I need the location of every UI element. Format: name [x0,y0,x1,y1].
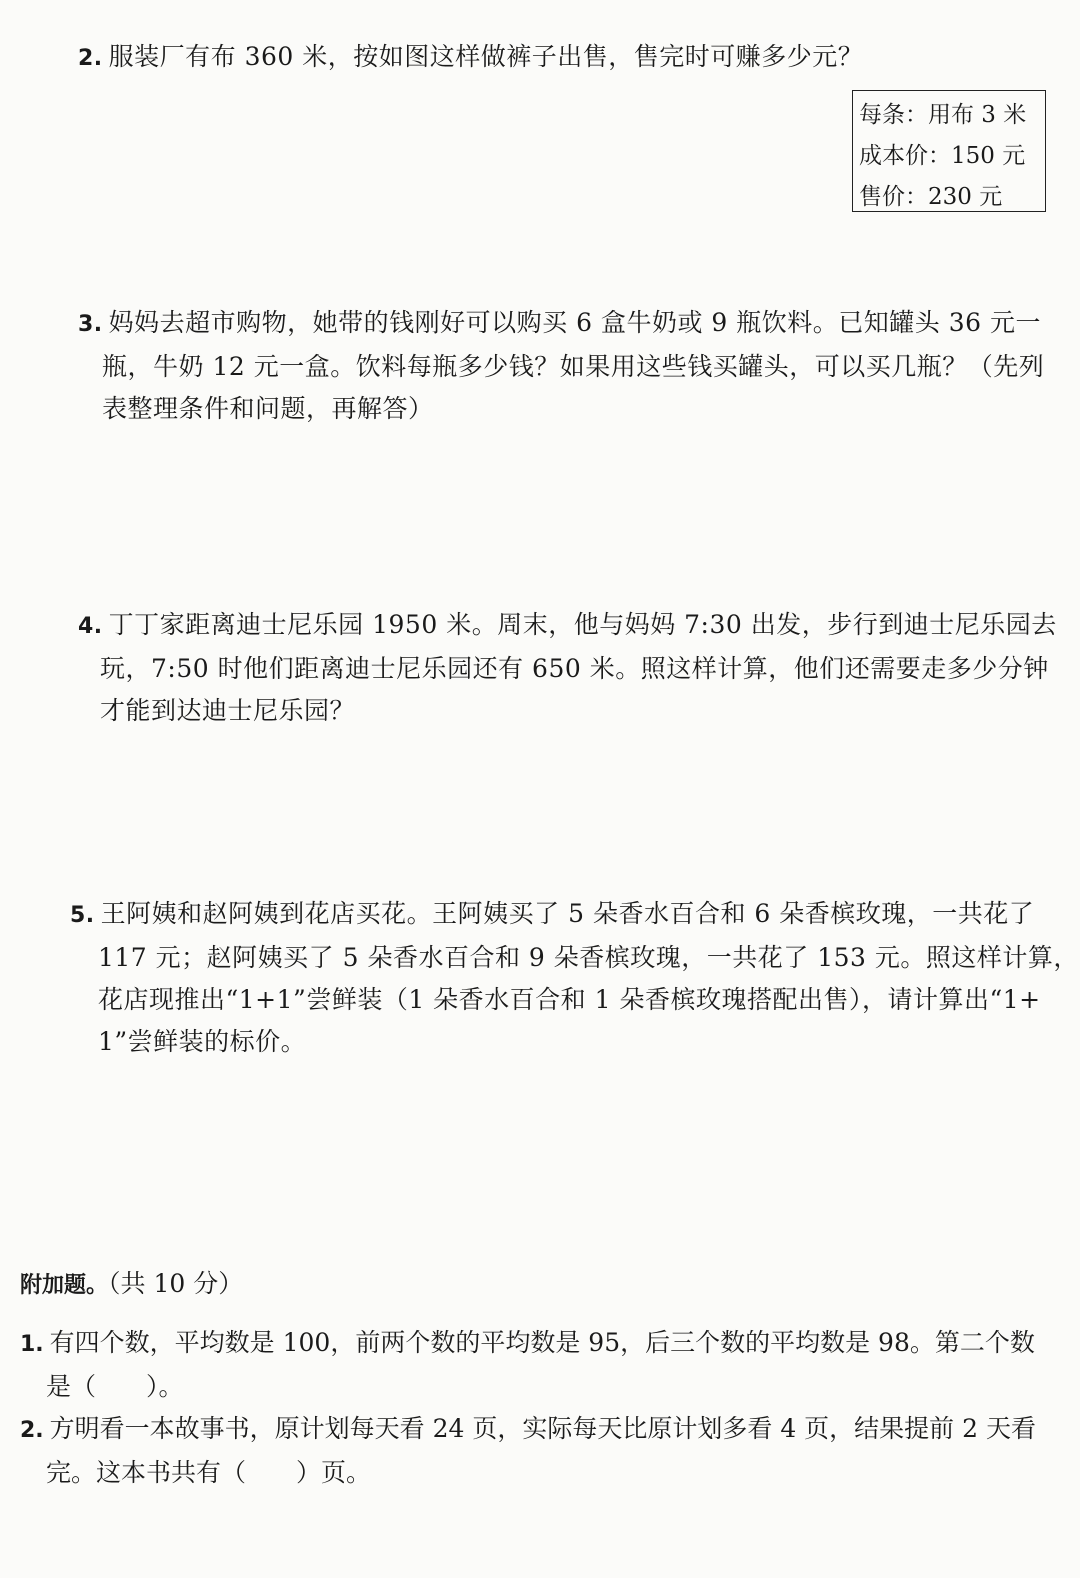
bonus-question-2 [20,1408,1036,1494]
problem-line: 玩，7:50 时他们距离迪士尼乐园还有 650 米。照这样计算，他们还需要走多少分钟 [100,654,1049,683]
info-row-cost: 成本价：150 元 [859,143,1026,169]
problem-text: 王阿姨和赵阿姨到花店买花。王阿姨买了 5 朵香水百合和 6 朵香槟玫瑰，一共花了 [100,899,1035,928]
problem-number: 2. [20,1418,44,1443]
problem-line: 117 元；赵阿姨买了 5 朵香水百合和 9 朵香槟玫瑰，一共花了 153 元。照这样计算， [98,943,1079,972]
problem-line: 花店现推出“1+1”尝鲜装（1 朵香水百合和 1 朵香槟玫瑰搭配出售），请计算出“1+ [98,985,1041,1014]
problem-number: 3. [78,312,103,337]
problem-text: 方明看一本故事书，原计划每天看 24 页，实际每天比原计划多看 4 页，结果提前 2 天看 [49,1414,1036,1443]
problem-number: 1. [20,1332,44,1357]
problem-line: 才能到达迪士尼乐园？ [100,696,356,725]
bonus-question-1 [20,1322,1035,1408]
problem-line: 是（ ）。 [46,1372,184,1401]
problem-line: 1”尝鲜装的标价。 [98,1027,307,1056]
problem-4 [78,604,1057,732]
problem-text: 妈妈去超市购物，她带的钱刚好可以购买 6 盒牛奶或 9 瓶饮料。已知罐头 36 元一 [108,308,1041,337]
problem-text: 服装厂有布 360 米，按如图这样做裤子出售，售完时可赚多少元？ [108,42,864,71]
problem-line [20,1408,1036,1452]
bonus-section-title [20,1264,243,1306]
problem-line [70,893,1079,937]
pants-info-box [852,90,1046,212]
problem-2 [78,36,863,80]
problem-line: 瓶，牛奶 12 元一盒。饮料每瓶多少钱？如果用这些钱买罐头，可以买几瓶？（先列 [102,352,1045,381]
problem-line [78,36,863,80]
problem-line: 完。这本书共有（ ）页。 [46,1458,372,1487]
problem-line: 表整理条件和问题，再解答） [102,394,434,423]
problem-number: 4. [78,614,103,639]
info-row-fabric: 每条：用布 3 米 [859,102,1027,128]
problem-5 [70,893,1079,1063]
problem-line [78,302,1044,346]
problem-line [20,1322,1035,1366]
bonus-heading: 附加题。 [20,1273,109,1298]
bonus-score: （共 10 分） [108,1269,244,1298]
problem-number: 5. [70,903,95,928]
problem-3 [78,302,1044,430]
problem-text: 丁丁家距离迪士尼乐园 1950 米。周末，他与妈妈 7:30 出发，步行到迪士尼乐园去 [108,610,1057,639]
info-row-price: 售价：230 元 [859,184,1003,210]
problem-number: 2. [78,46,103,71]
problem-text: 有四个数，平均数是 100，前两个数的平均数是 95，后三个数的平均数是 98。第二个数 [49,1328,1035,1357]
problem-line [78,604,1057,648]
